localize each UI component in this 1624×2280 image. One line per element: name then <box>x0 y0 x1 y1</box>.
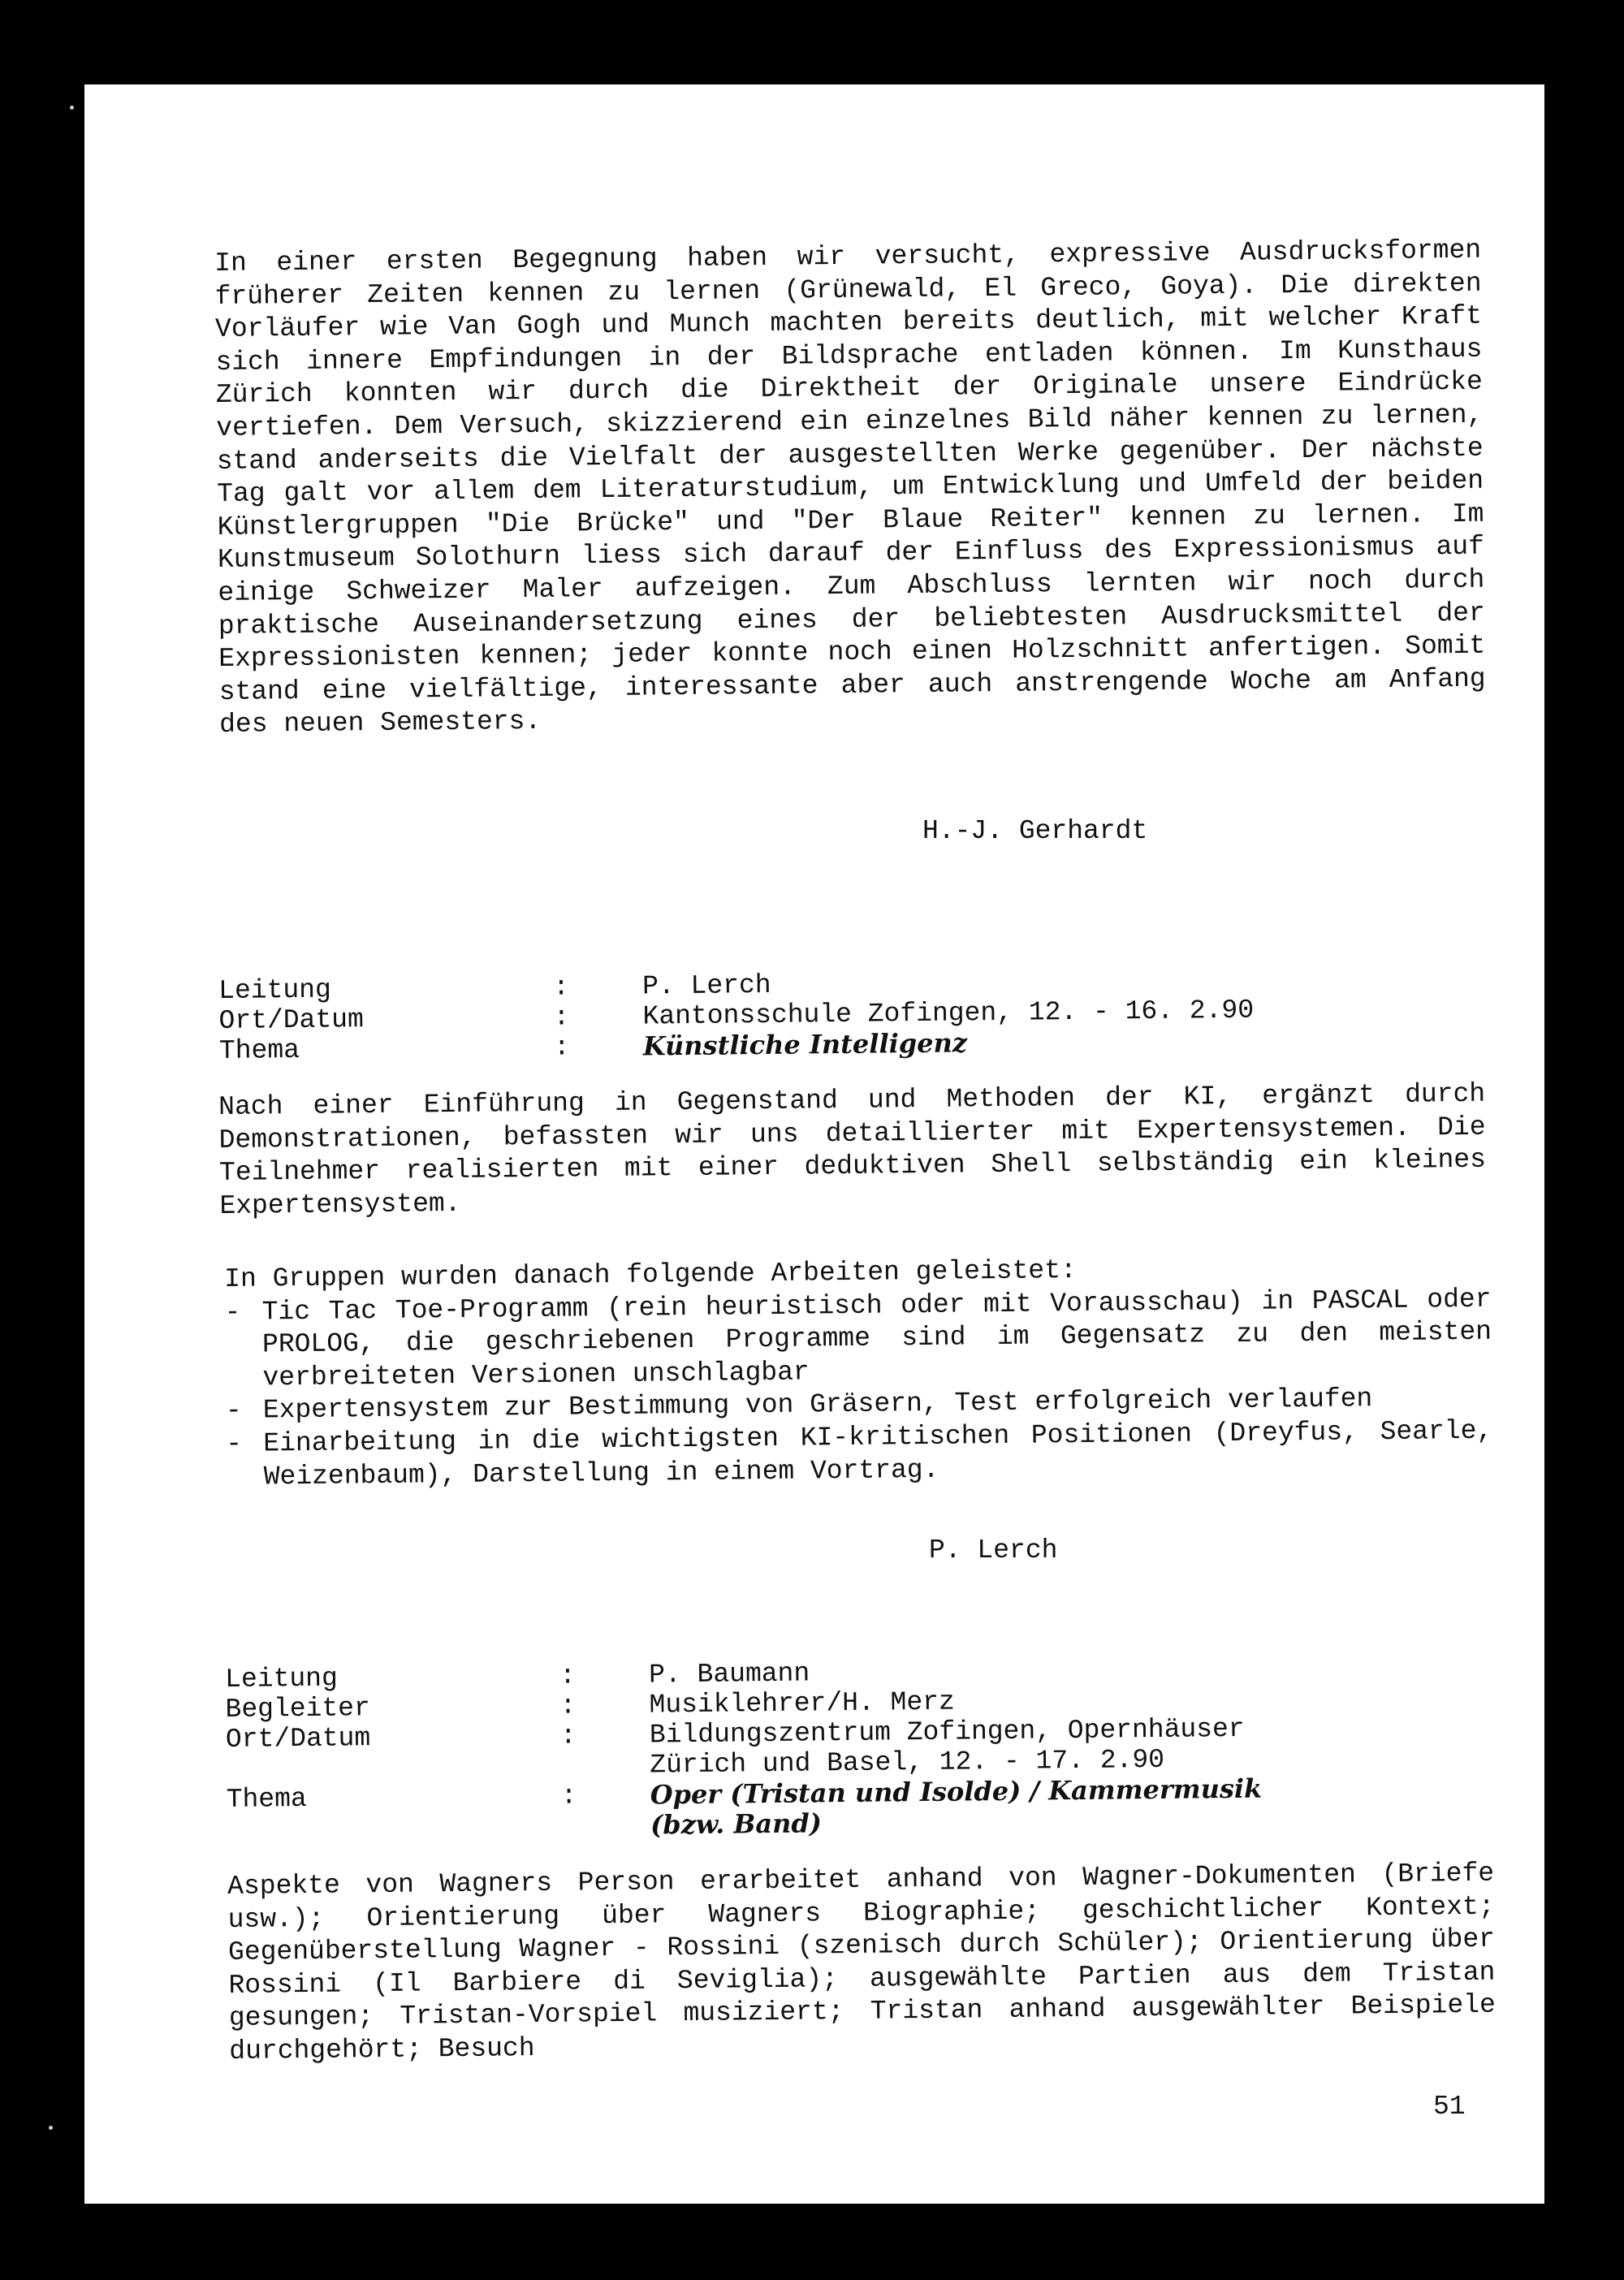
meta-label: Thema <box>218 1034 300 1066</box>
list-intro: In Gruppen wurden danach folgende Arbeiten geleistet: <box>224 1255 1077 1294</box>
meta-colon: : <box>559 1660 577 1691</box>
list-item: - Expertensystem zur Bestimmung von Gräsern, Test erfolgreich verlaufen <box>226 1382 1492 1428</box>
meta-label: Thema <box>226 1783 307 1815</box>
meta-colon: : <box>553 1002 570 1033</box>
meta-value-topic: Künstliche Intelligenz <box>642 1027 968 1062</box>
meta-value: Bildungszentrum Zofingen, Opernhäuser Zürich und Basel, 12. - 17. 2.90 <box>649 1713 1245 1781</box>
meta-value-topic: Oper (Tristan und Isolde) / Kammermusik (bzw. Band) <box>650 1773 1263 1841</box>
section1-signature: H.-J. Gerhardt <box>922 816 1148 846</box>
section2-list-block <box>224 1250 1493 1494</box>
meta-colon: : <box>553 1032 570 1063</box>
work-list <box>224 1283 1492 1494</box>
document-page <box>84 84 1544 2204</box>
meta-colon: : <box>560 1781 577 1811</box>
section1-paragraph: In einer ersten Begegnung haben wir versucht, expressive Ausdrucksformen früherer Zeiten kennen zu lernen (Grünewald, El Greco, Goya). Die direkten Vorläufer wie Van Gogh und Munch machten bereits deutlich, mit welcher Kraft sich innere Empfindungen in der Bildsprache entladen können. Im Kunsthaus Zürich konnten wir durch die Direktheit der Originale unsere Eindrücke vertiefen. Dem Versuch, skizzierend ein einzelnes Bild näher kennen zu lernen, stand anderseits die Vielfalt der ausgestellten Werke gegenüber. Der nächste Tag galt vor allem dem Literaturstudium, um Entwicklung und Umfeld der beiden Künstlergruppen "Die Brücke" und "Der Blaue Reiter" kennen zu lernen. Im Kunstmuseum Solothurn liess sich darauf der Einfluss des Expressionismus auf einige Schweizer Maler aufzeigen. Zum Abschluss lernten wir noch durch praktische Auseinandersetzung eines der beliebtesten Ausdrucksmittel der Expressionisten kennen; jeder konnte noch einen Holzschnitt anfertigen. Somit stand eine vielfältige, interessante aber auch anstrengende Woche am Anfang des neuen Semesters. <box>214 235 1486 741</box>
meta-value: Kantonsschule Zofingen, 12. - 16. 2.90 <box>642 995 1255 1032</box>
list-item: - Einarbeitung in die wichtigsten KI-kritischen Positionen (Dreyfus, Searle, Weizenbaum), Darstellung in einem Vortrag. <box>226 1415 1493 1495</box>
scan-speck <box>49 2126 53 2130</box>
meta-row <box>227 1772 1494 1845</box>
meta-value: Musiklehrer/H. Merz <box>649 1686 955 1721</box>
meta-label: Begleiter <box>225 1693 370 1725</box>
meta-label: Ort/Datum <box>225 1723 371 1755</box>
meta-colon: : <box>552 972 570 1003</box>
section2-signature: P. Lerch <box>929 1535 1058 1565</box>
meta-colon: : <box>559 1691 577 1721</box>
section3-paragraph: Aspekte von Wagners Person erarbeitet anhand von Wagner-Dokumenten (Briefe usw.); Orientierung über Wagners Biographie; geschichtlicher Kontext; Gegenüberstellung Wagner - Rossini (szenisch durch Schüler); Orientierung über Rossini (Il Barbiere di Seviglia); ausgewählte Partien aus dem Tristan gesungen; Tristan-Vorspiel musiziert; Tristan anhand ausgewählter Beispiele durchgehört; Besuch <box>227 1858 1497 2066</box>
meta-value: P. Baumann <box>648 1658 810 1691</box>
meta-label: Ort/Datum <box>218 1004 364 1036</box>
meta-value: P. Lerch <box>641 969 771 1002</box>
page-number: 51 <box>1433 2092 1466 2122</box>
scan-speck <box>70 106 74 110</box>
list-item: - Tic Tac Toe-Programm (rein heuristisch oder mit Vorausschau) in PASCAL oder PROLOG, die geschriebenen Programme sind im Gegensatz zu den meisten verbreiteten Versionen unschlagbar <box>224 1283 1492 1395</box>
meta-colon: : <box>559 1721 577 1751</box>
section2-meta <box>218 963 1486 1066</box>
section3-meta <box>225 1652 1493 1845</box>
meta-label: Leitung <box>218 974 332 1006</box>
meta-label: Leitung <box>225 1663 339 1695</box>
section2-paragraph: Nach einer Einführung in Gegenstand und Methoden der KI, ergänzt durch Demonstrationen, befassten wir uns detaillierter mit Expertensystemen. Die Teilnehmer realisierten mit einer deduktiven Shell selbständig ein kleines Expertensystem. <box>218 1078 1487 1221</box>
